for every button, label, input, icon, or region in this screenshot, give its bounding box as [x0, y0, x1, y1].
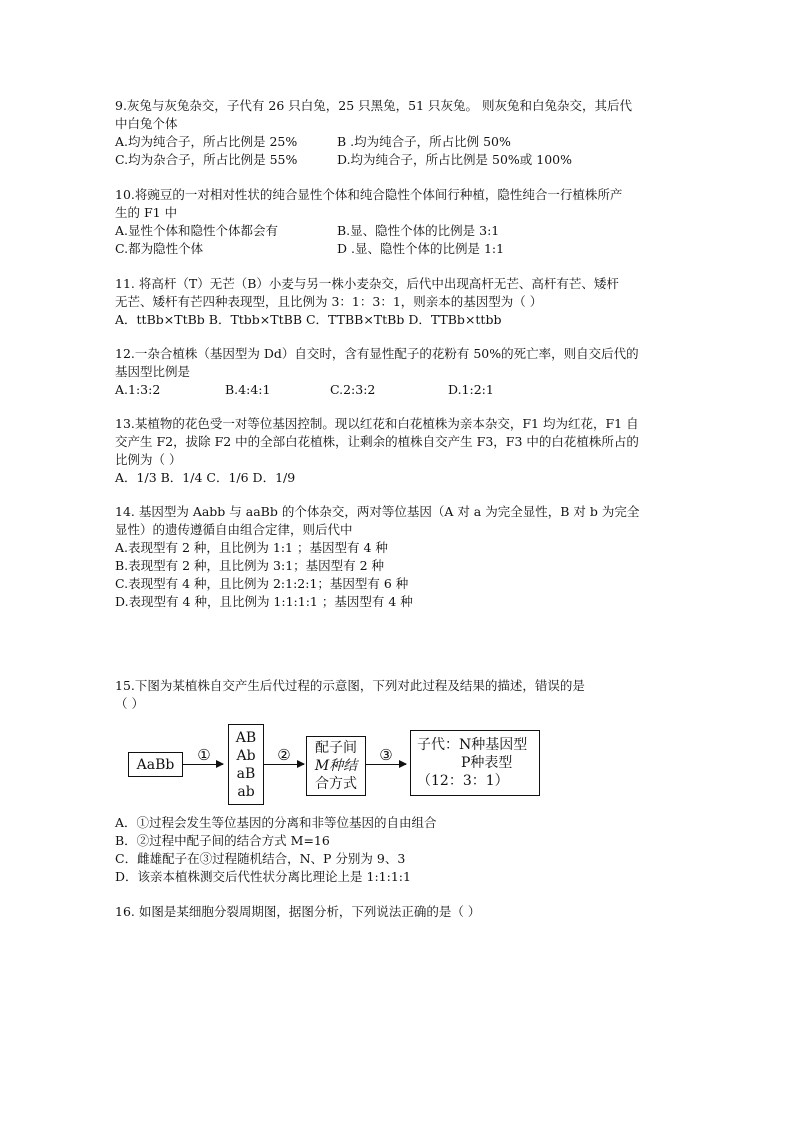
step-2-label: ② [277, 746, 291, 764]
question-12-option-c: C.2:3:2 [330, 382, 376, 397]
question-12-stem-line-2: 基因型比例是 [115, 364, 191, 379]
question-15-option-b: B．②过程中配子间的结合方式 M=16 [115, 833, 330, 848]
question-13-options: A．1/3 B．1/4 C．1/6 D．1/9 [115, 470, 296, 485]
question-9-option-d: D.均为纯合子，所占比例是 50%或 100% [337, 152, 573, 167]
question-15-stem-line-2: （ ） [115, 696, 144, 711]
question-12-option-b: B.4:4:1 [225, 382, 271, 397]
combination-line-3: 合方式 [315, 776, 357, 792]
question-13 [115, 415, 685, 487]
question-12-option-d: D.1:2:1 [448, 382, 494, 397]
question-9-stem-line-2: 中白兔个体 [115, 116, 178, 131]
question-13-stem-line-1: 13.某植物的花色受一对等位基因控制。现以红花和白花植株为亲本杂交，F1 均为红花，F1 自 [115, 416, 639, 431]
question-12 [115, 345, 685, 399]
arrow-step-3 [366, 764, 406, 765]
question-9-option-a: A.均为纯合子，所占比例是 25% [115, 134, 298, 149]
gametes-box [228, 724, 264, 805]
question-11-options: A．ttBb×TtBb B．Ttbb×TtBB C．TTBB×TtBb D．TTBb×ttbb [115, 312, 502, 327]
question-14 [115, 503, 685, 611]
question-13-stem-line-3: 比例为（ ） [115, 452, 182, 467]
question-14-option-d: D.表现型有 4 种，且比例为 1:1:1:1 ；基因型有 4 种 [115, 594, 413, 609]
combination-line-1: 配子间 [315, 740, 357, 756]
question-15 [115, 677, 685, 713]
question-11 [115, 275, 685, 329]
question-15-stem-line-1: 15.下图为某植株自交产生后代过程的示意图，下列对此过程及结果的描述，错误的是 [115, 678, 585, 693]
question-13-stem-line-2: 交产生 F2，拔除 F2 中的全部白花植株，让剩余的植株自交产生 F3，F3 中的白花植株所占的 [115, 434, 639, 449]
question-14-stem-line-1: 14. 基因型为 Aabb 与 aaBb 的个体杂交，两对等位基因（A 对 a 为完全显性，B 对 b 为完全 [115, 504, 640, 519]
question-16 [115, 903, 685, 921]
question-16-stem: 16. 如图是某细胞分裂周期图，据图分析，下列说法正确的是（ ） [115, 904, 481, 919]
offspring-ratio: （12：3：1） [417, 773, 509, 789]
question-14-stem-line-2: 显性）的遗传遵循自由组合定律，则后代中 [115, 522, 353, 537]
question-9 [115, 97, 685, 169]
question-10-stem-line-1: 10.将豌豆的一对相对性状的纯合显性个体和纯合隐性个体间行种植，隐性纯合一行植株所产 [115, 187, 623, 202]
arrow-step-1 [183, 764, 223, 765]
question-10-option-c: C.都为隐性个体 [115, 241, 204, 256]
question-15-option-d: D．该亲本植株测交后代性状分离比理论上是 1:1:1:1 [115, 869, 411, 884]
question-10-option-b: B.显、隐性个体的比例是 3:1 [337, 223, 500, 238]
step-3-label: ③ [379, 746, 393, 764]
arrow-step-2 [264, 764, 304, 765]
question-15-options [115, 814, 685, 886]
parent-genotype-box [128, 752, 183, 777]
question-10-option-a: A.显性个体和隐性个体都会有 [115, 223, 279, 238]
gamete-ab-lower-upper: aB [236, 765, 256, 782]
gamete-ab-mixed: Ab [236, 747, 256, 764]
gamete-ab-lower: ab [237, 783, 255, 800]
question-10 [115, 186, 685, 258]
question-12-stem-line-1: 12.一杂合植株（基因型为 Dd）自交时，含有显性配子的花粉有 50%的死亡率，则自交后代的 [115, 346, 639, 361]
question-15-option-a: A．①过程会发生等位基因的分离和非等位基因的自由组合 [115, 815, 437, 830]
question-10-stem-line-2: 生的 F1 中 [115, 205, 178, 220]
offspring-box [410, 730, 540, 796]
parent-genotype: AaBb [136, 756, 175, 773]
step-1-label: ① [197, 746, 211, 764]
offspring-phenotypes: P种表型 [461, 755, 513, 771]
question-9-stem-line-1: 9.灰兔与灰兔杂交，子代有 26 只白兔，25 只黑兔，51 只灰兔。 则灰兔和白兔杂交，其后代 [115, 98, 633, 113]
question-10-option-d: D .显、隐性个体的比例是 1:1 [337, 241, 505, 256]
question-9-option-b: B .均为纯合子，所占比例 50% [337, 134, 511, 149]
offspring-genotypes: 子代：N种基因型 [417, 737, 528, 753]
combination-line-2: M种结 [314, 758, 358, 774]
question-11-stem-line-1: 11. 将高杆（T）无芒（B）小麦与另一株小麦杂交，后代中出现高杆无芒、高杆有芒、矮杆 [115, 276, 619, 291]
question-14-option-b: B.表现型有 2 种，且比例为 3:1；基因型有 2 种 [115, 558, 385, 573]
gamete-combination-box [306, 736, 366, 796]
breeding-process-diagram [128, 724, 578, 806]
question-14-option-a: A.表现型有 2 种，且比例为 1:1 ；基因型有 4 种 [115, 540, 388, 555]
question-11-stem-line-2: 无芒、矮杆有芒四种表现型，且比例为 3：1：3：1，则亲本的基因型为（ ） [115, 294, 543, 309]
question-12-option-a: A.1:3:2 [115, 382, 161, 397]
question-14-option-c: C.表现型有 4 种，且比例为 2:1:2:1；基因型有 6 种 [115, 576, 409, 591]
question-15-option-c: C．雌雄配子在③过程随机结合，N、P 分别为 9、3 [115, 851, 406, 866]
question-9-option-c: C.均为杂合子，所占比例是 55% [115, 152, 298, 167]
gamete-ab-upper: AB [235, 729, 257, 746]
